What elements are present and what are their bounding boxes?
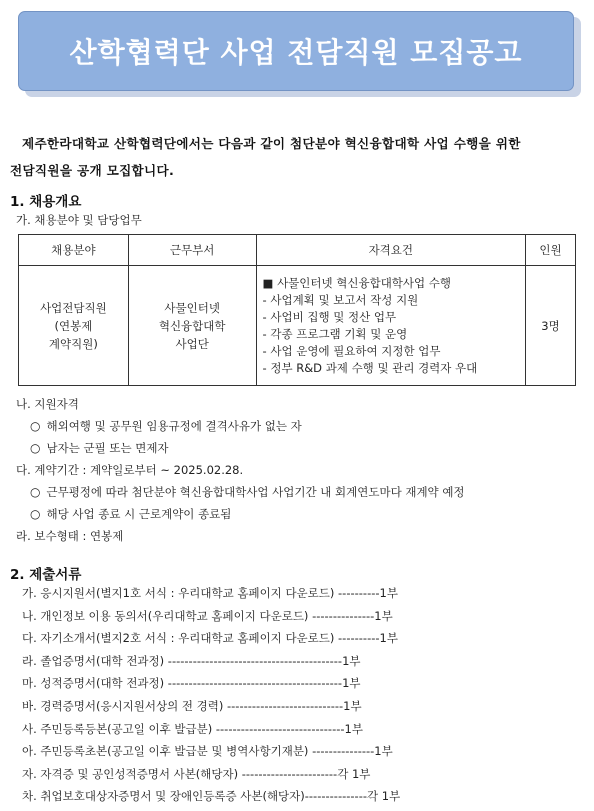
intro-line-1: 제주한라대학교 산학협력단에서는 다음과 같이 첨단분야 혁신융합대학 사업 수행을 위한 — [22, 136, 521, 151]
list-item: 가. 응시지원서(별지1호 서식 : 우리대학교 홈페이지 다운로드) ----------1부 — [22, 586, 398, 600]
eligibility-text: 해외여행 및 공무원 임용규정에 결격사유가 없는 자 — [46, 419, 302, 433]
subsection-ga: 가. 채용분야 및 담당업무 — [16, 213, 142, 227]
list-item: 사. 주민등록등본(공고일 이후 발급분) -------------------------------1부 — [22, 721, 363, 736]
cell-field — [19, 266, 129, 386]
subsection-da: 다. 계약기간 : 계약일로부터 ~ 2025.02.28. — [16, 463, 244, 477]
header-requirements: 자격요건 — [256, 235, 526, 266]
required-documents-list — [22, 585, 400, 811]
list-item: 바. 경력증명서(응시지원서상의 전 경력) ----------------------------1부 — [22, 698, 362, 713]
contract-item — [30, 484, 465, 500]
dept-line: 사물인터넷 — [164, 300, 220, 315]
eligibility-item — [30, 418, 302, 434]
intro-line-2: 전담직원을 공개 모집합니다. — [10, 163, 175, 178]
list-item: 다. 자기소개서(별지2호 서식 : 우리대학교 홈페이지 다운로드) ----------1부 — [22, 631, 398, 646]
dept-line: 사업단 — [175, 336, 209, 351]
section-2-title: 2. 제출서류 — [10, 567, 82, 583]
list-item: 라. 졸업증명서(대학 전과정) ------------------------------------------1부 — [22, 653, 361, 668]
requirement-item: - 정부 R&D 과제 수행 및 관리 경력자 우대 — [262, 360, 478, 375]
contract-item — [30, 506, 231, 522]
list-item: 마. 성적증명서(대학 전과정) ------------------------------------------1부 — [22, 676, 361, 691]
field-line: (연봉제 — [54, 318, 93, 333]
field-line: 계약직원) — [48, 336, 98, 351]
header-field: 채용분야 — [19, 235, 129, 266]
circle-bullet-icon: ○ — [30, 507, 41, 521]
cell-requirements — [256, 266, 526, 386]
cell-dept — [128, 266, 256, 386]
field-line: 사업전담직원 — [40, 300, 107, 315]
header-dept: 근무부서 — [128, 235, 256, 266]
contract-text: 해당 사업 종료 시 근로계약이 종료됨 — [46, 507, 232, 521]
page-title: 산학협력단 사업 전담직원 모집공고 — [69, 36, 523, 69]
list-item: 아. 주민등록초본(공고일 이후 발급분 및 병역사항기재분) ---------------1부 — [22, 744, 393, 759]
table-header-row — [19, 235, 576, 266]
header-count: 인원 — [526, 235, 576, 266]
requirement-item: ■ 사물인터넷 혁신융합대학사업 수행 — [262, 275, 452, 290]
contract-text: 근무평정에 따라 첨단분야 혁신융합대학사업 사업기간 내 회계연도마다 재계약 예정 — [46, 485, 465, 499]
list-item: 자. 자격증 및 공인성적증명서 사본(해당자) -----------------------각 1부 — [22, 766, 371, 781]
subsection-ra: 라. 보수형태 : 연봉제 — [16, 529, 124, 543]
dept-line: 혁신융합대학 — [158, 318, 226, 333]
eligibility-text: 남자는 군필 또는 면제자 — [46, 441, 169, 455]
subsection-na: 나. 지원자격 — [16, 397, 79, 411]
circle-bullet-icon: ○ — [30, 419, 41, 433]
cell-count: 3명 — [526, 266, 576, 386]
title-banner — [18, 11, 574, 91]
eligibility-item — [30, 440, 169, 456]
circle-bullet-icon: ○ — [30, 485, 41, 499]
intro-paragraph — [10, 130, 588, 184]
recruitment-table — [18, 234, 576, 386]
requirement-item: - 사업 운영에 필요하여 지정한 업무 — [262, 343, 441, 358]
table-row — [19, 266, 576, 386]
section-1-title: 1. 채용개요 — [10, 194, 82, 210]
list-item: 나. 개인정보 이용 동의서(우리대학교 홈페이지 다운로드) ---------------1부 — [22, 608, 393, 623]
requirement-item: - 사업비 집행 및 정산 업무 — [262, 309, 397, 324]
circle-bullet-icon: ○ — [30, 441, 41, 455]
list-item: 차. 취업보호대상자증명서 및 장애인등록증 사본(해당자)---------------각 1부 — [22, 789, 401, 804]
requirement-item: - 사업계획 및 보고서 작성 지원 — [262, 292, 419, 307]
requirement-item: - 각종 프로그램 기획 및 운영 — [262, 326, 408, 341]
